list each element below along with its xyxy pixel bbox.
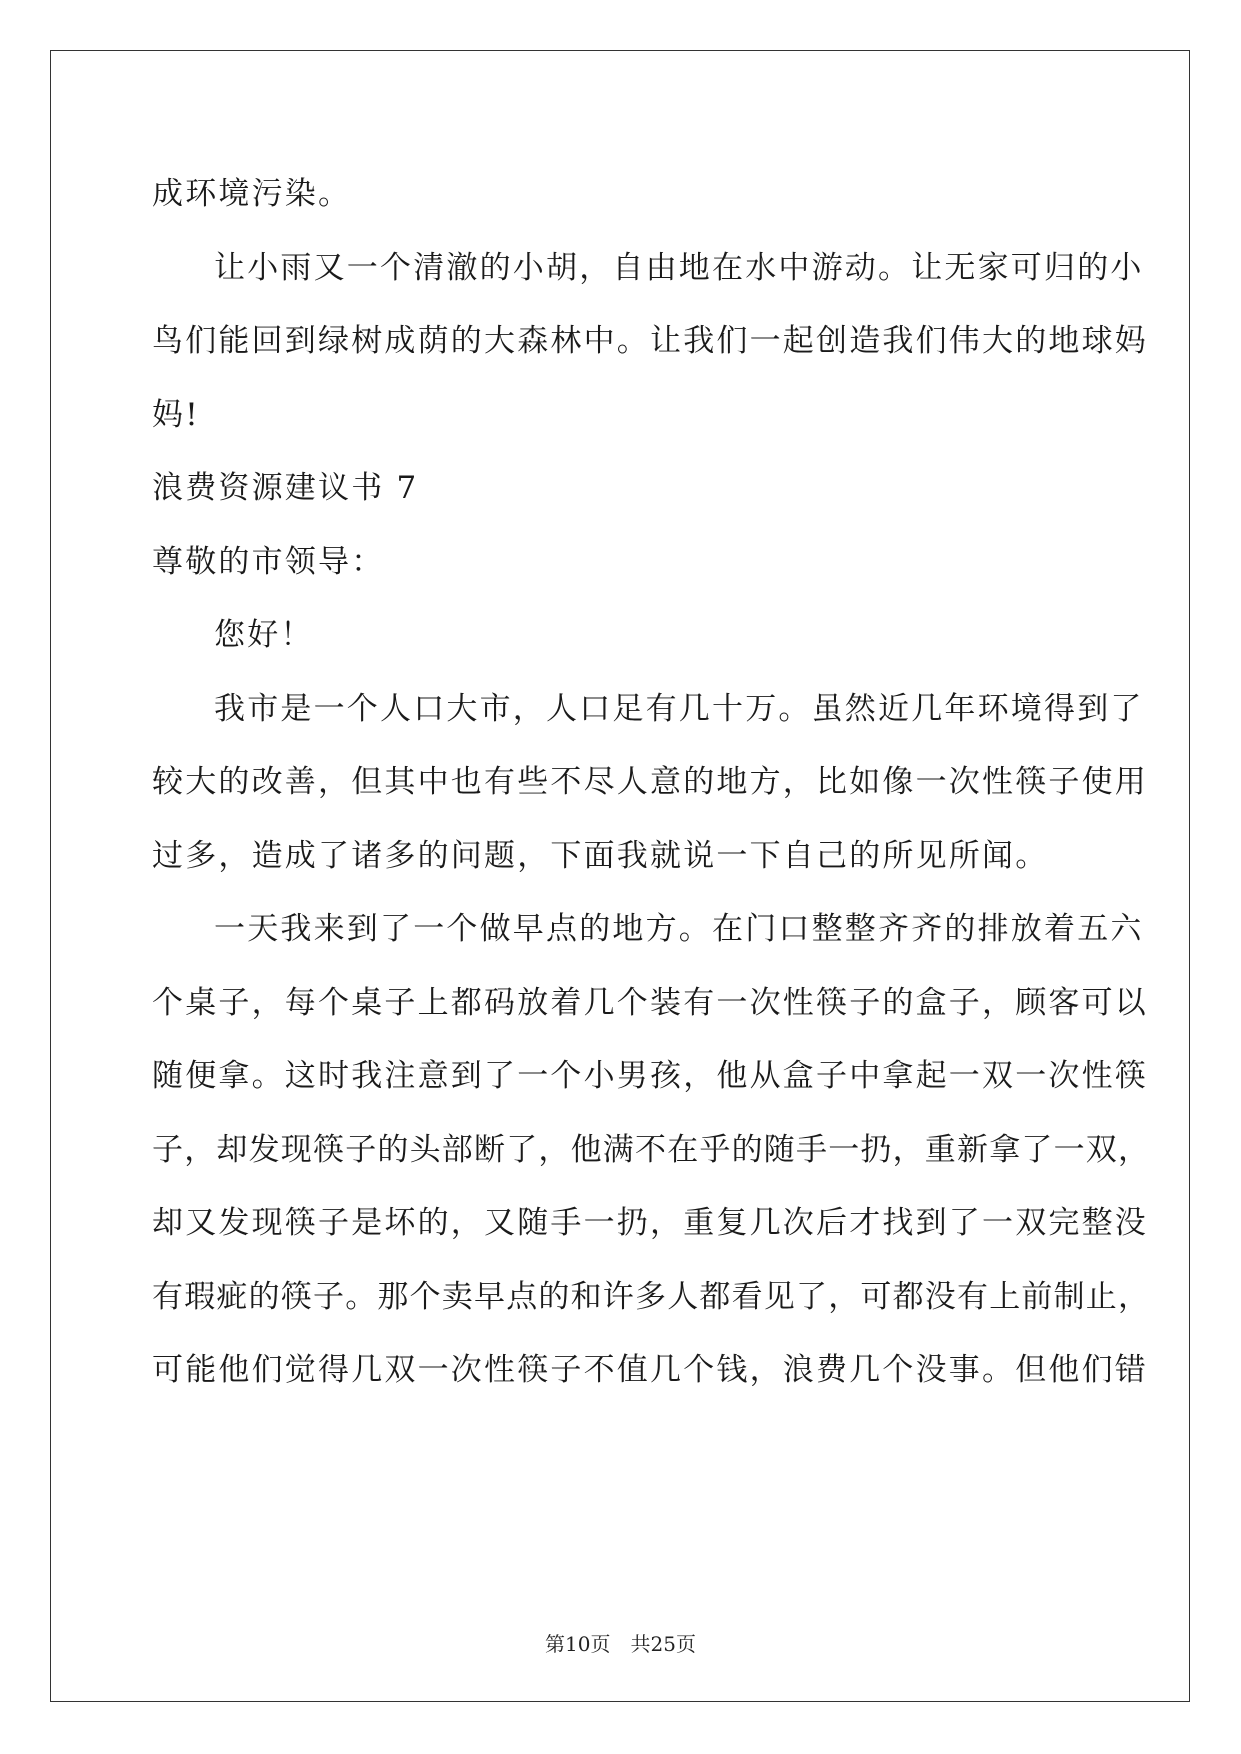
text-line: 我市是一个人口大市，人口足有几十万。虽然近几年环境得到了 xyxy=(214,690,1144,727)
text-line: 过多，造成了诸多的问题，下面我就说一下自己的所见所闻。 xyxy=(152,837,1049,874)
text-line: 个桌子，每个桌子上都码放着几个装有一次性筷子的盒子，顾客可以 xyxy=(152,984,1148,1021)
page-footer xyxy=(0,1628,1241,1657)
text-line: 鸟们能回到绿树成荫的大森林中。让我们一起创造我们伟大的地球妈 xyxy=(152,323,1148,359)
text-line: 成环境污染。 xyxy=(152,176,352,212)
text-line: 有瑕疵的筷子。那个卖早点的和许多人都看见了，可都没有上前制止， xyxy=(152,1278,1151,1315)
text-line: 却又发现筷子是坏的，又随手一扔，重复几次后才找到了一双完整没 xyxy=(152,1205,1148,1241)
text-line: 一天我来到了一个做早点的地方。在门口整整齐齐的排放着五六 xyxy=(214,911,1144,947)
text-line: 较大的改善，但其中也有些不尽人意的地方，比如像一次性筷子使用 xyxy=(152,764,1148,800)
text-line: 让小雨又一个清澈的小胡，自由地在水中游动。让无家可归的小 xyxy=(214,249,1144,286)
section-heading: 浪费资源建议书 7 xyxy=(152,470,419,506)
text-line: 子，却发现筷子的头部断了，他满不在乎的随手一扔，重新拿了一双， xyxy=(152,1131,1151,1168)
page-number: 第10页 xyxy=(545,1632,611,1656)
greeting: 您好！ xyxy=(214,617,314,653)
text-line: 随便拿。这时我注意到了一个小男孩，他从盒子中拿起一双一次性筷 xyxy=(152,1058,1148,1094)
text-line: 妈! xyxy=(152,396,200,433)
page-total: 共25页 xyxy=(630,1632,696,1656)
text-line: 可能他们觉得几双一次性筷子不值几个钱，浪费几个没事。但他们错 xyxy=(152,1352,1148,1388)
salutation: 尊敬的市领导： xyxy=(152,543,385,580)
document-body xyxy=(152,158,1151,1408)
